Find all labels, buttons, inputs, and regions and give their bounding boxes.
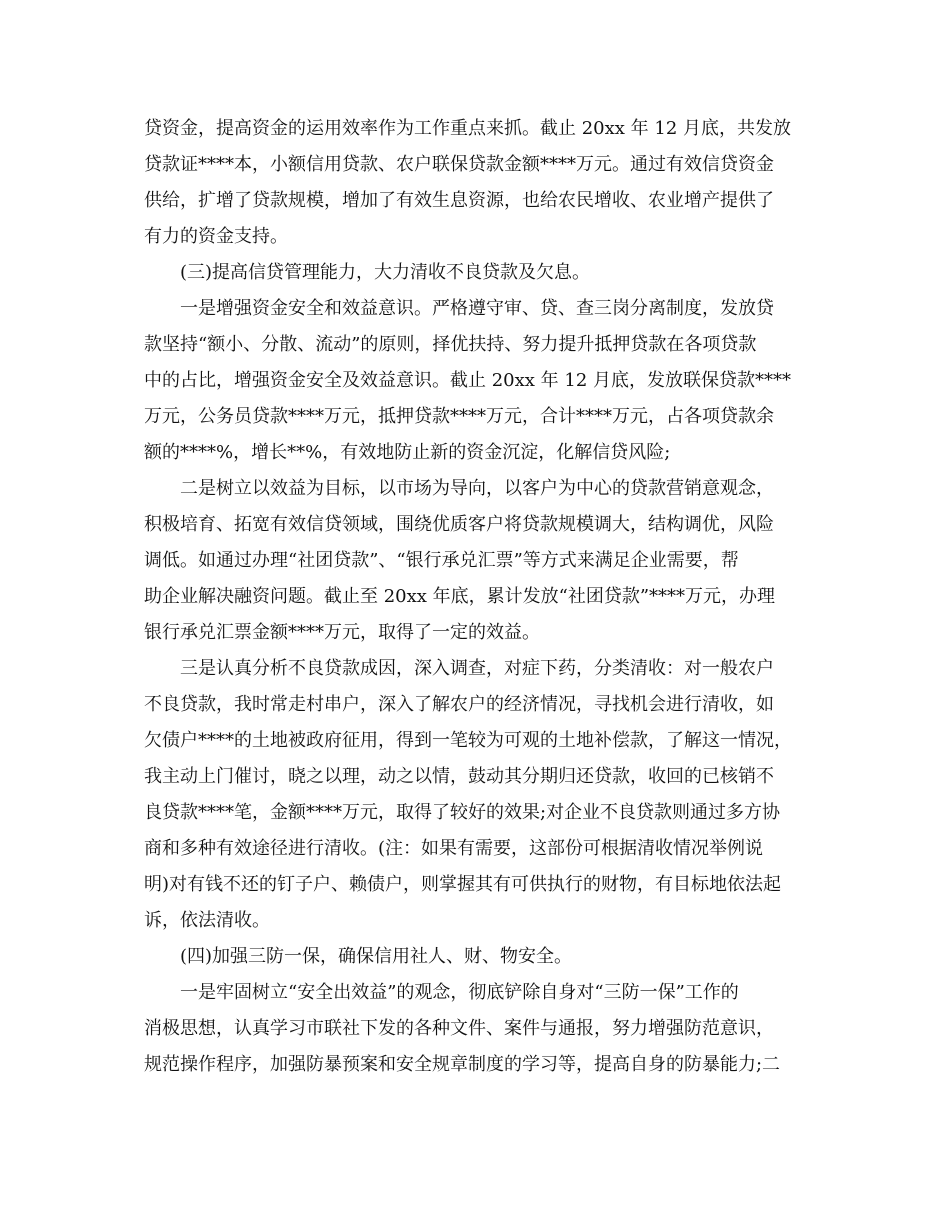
text-line: 款坚持“额小、分散、流动”的原则，择优扶持、努力提升抵押贷款在各项贷款 bbox=[144, 334, 757, 355]
text-line: 商和多种有效途径进行清收。(注：如果有需要，这部份可根据清收情况举例说 bbox=[144, 838, 764, 859]
text-line: 有力的资金支持。 bbox=[144, 226, 288, 247]
text-line: 万元，公务员贷款****万元，抵押贷款****万元，合计****万元，占各项贷款余 bbox=[144, 406, 774, 427]
text-line: 贷款证****本，小额信用贷款、农户联保贷款金额****万元。通过有效信贷资金 bbox=[144, 154, 774, 175]
text-line: 消极思想，认真学习市联社下发的各种文件、案件与通报，努力增强防范意识， bbox=[144, 1018, 774, 1039]
text-line: 银行承兑汇票金额****万元，取得了一定的效益。 bbox=[144, 622, 540, 643]
text-line: 调低。如通过办理“社团贷款”、“银行承兑汇票”等方式来满足企业需要，帮 bbox=[144, 550, 739, 571]
text-line: 积极培育、拓宽有效信贷领域，围绕优质客户将贷款规模调大，结构调优，风险 bbox=[144, 514, 774, 535]
text-line: 明)对有钱不还的钉子户、赖债户，则掌握其有可供执行的财物，有目标地依法起 bbox=[144, 874, 782, 895]
text-line: 一是牢固树立“安全出效益”的观念，彻底铲除自身对“三防一保”工作的 bbox=[180, 982, 739, 1003]
text-line: 三是认真分析不良贷款成因，深入调查，对症下药，分类清收：对一般农户 bbox=[180, 658, 774, 679]
text-line: 助企业解决融资问题。截止至 20xx 年底，累计发放“社团贷款”****万元，办理 bbox=[144, 586, 776, 607]
text-line: 我主动上门催讨，晓之以理，动之以情，鼓动其分期归还贷款，收回的已核销不 bbox=[144, 766, 774, 787]
text-line: 良贷款****笔，金额****万元，取得了较好的效果;对企业不良贷款则通过多方协 bbox=[144, 802, 781, 823]
text-line: 二是树立以效益为目标，以市场为导向，以客户为中心的贷款营销意观念， bbox=[180, 478, 774, 499]
text-line: 贷资金，提高资金的运用效率作为工作重点来抓。截止 20xx 年 12 月底，共发放 bbox=[144, 118, 791, 139]
section-heading: (四)加强三防一保，确保信用社人、财、物安全。 bbox=[180, 946, 573, 967]
section-heading: (三)提高信贷管理能力，大力清收不良贷款及欠息。 bbox=[180, 262, 591, 283]
text-line: 一是增强资金安全和效益意识。严格遵守审、贷、查三岗分离制度，发放贷 bbox=[180, 298, 774, 319]
text-line: 中的占比，增强资金安全及效益意识。截止 20xx 年 12 月底，发放联保贷款**** bbox=[144, 370, 791, 391]
text-line: 诉，依法清收。 bbox=[144, 910, 270, 931]
text-line: 额的****%，增长**%，有效地防止新的资金沉淀，化解信贷风险; bbox=[144, 442, 671, 463]
text-line: 不良贷款，我时常走村串户，深入了解农户的经济情况，寻找机会进行清收，如 bbox=[144, 694, 774, 715]
text-line: 供给，扩增了贷款规模，增加了有效生息资源，也给农民增收、农业增产提供了 bbox=[144, 190, 774, 211]
text-line: 规范操作程序，加强防暴预案和安全规章制度的学习等，提高自身的防暴能力;二 bbox=[144, 1054, 781, 1075]
text-line: 欠债户****的土地被政府征用，得到一笔较为可观的土地补偿款，了解这一情况， bbox=[144, 730, 792, 751]
